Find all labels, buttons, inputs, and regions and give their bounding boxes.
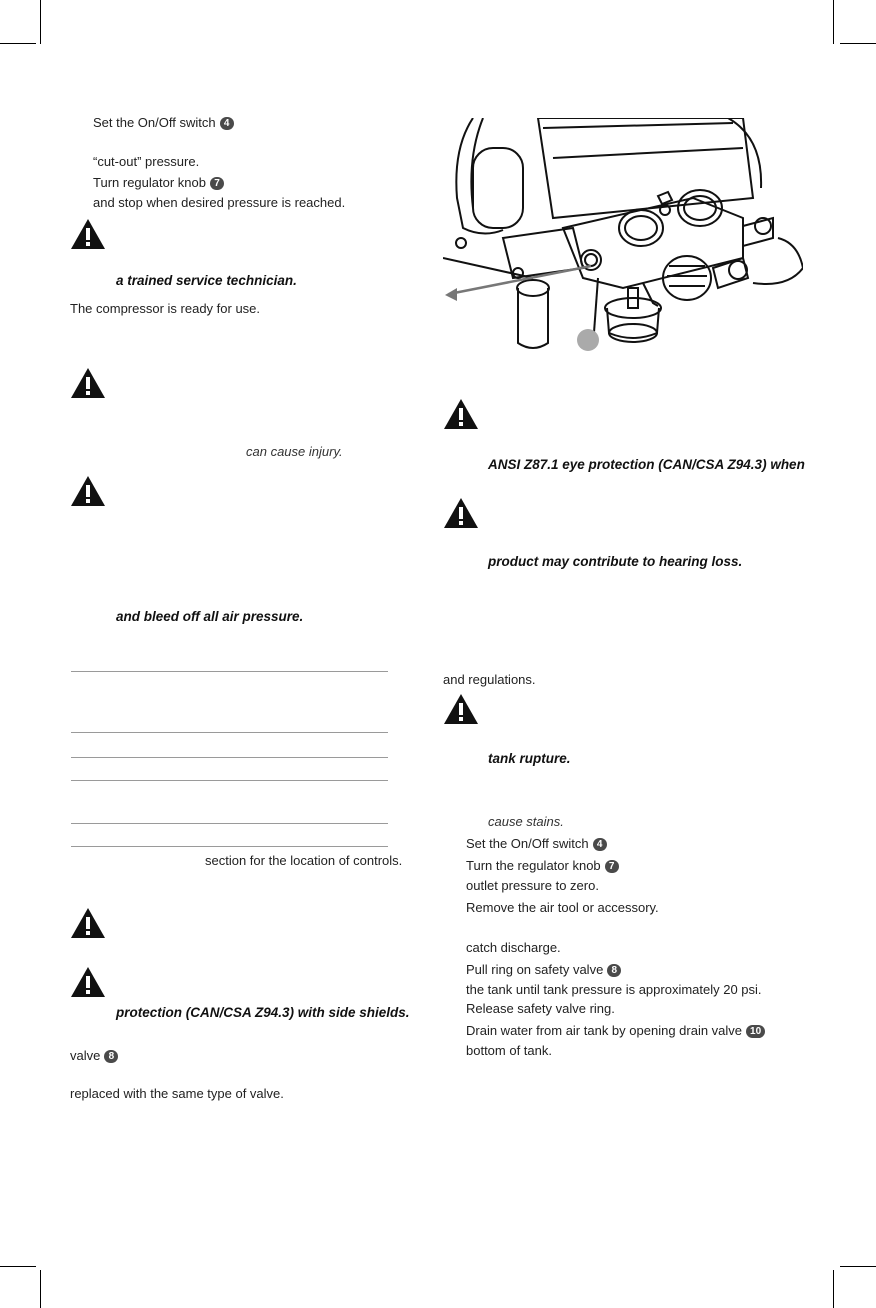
location-of-controls: section for the location of controls. [205, 853, 403, 868]
callout-badge: 8 [104, 1050, 118, 1063]
can-cause-injury: can cause injury. [246, 444, 343, 459]
release-ring: Release safety valve ring. [466, 1001, 615, 1016]
warning-triangle-icon [70, 907, 106, 939]
valve-reference: valve 8 [70, 1048, 118, 1064]
crop-mark [0, 1266, 36, 1267]
tank-20-psi: the tank until tank pressure is approximately 20 psi. [466, 982, 762, 997]
crop-mark [40, 0, 41, 44]
compressor-regulator-illustration [443, 118, 803, 358]
pull-ring: Pull ring on safety valve 8 [466, 962, 621, 978]
bottom-of-tank: bottom of tank. [466, 1043, 552, 1058]
table-rule [71, 846, 388, 847]
drain-water: Drain water from air tank by opening drain valve 10 [466, 1023, 765, 1039]
step-set-switch: Set the On/Off switch 4 [93, 115, 234, 131]
step-set-switch-right: Set the On/Off switch 4 [466, 836, 607, 852]
eye-protection-warning: ANSI Z87.1 eye protection (CAN/CSA Z94.3) when [488, 457, 805, 472]
warning-triangle-icon [443, 497, 479, 529]
service-technician-warning: a trained service technician. [116, 273, 297, 288]
warning-triangle-icon [70, 367, 106, 399]
callout-badge: 10 [746, 1025, 765, 1038]
catch-discharge: catch discharge. [466, 940, 561, 955]
table-rule [71, 757, 388, 758]
side-shields-warning: protection (CAN/CSA Z94.3) with side shields. [116, 1005, 410, 1020]
replaced-same-type: replaced with the same type of valve. [70, 1086, 284, 1101]
ready-for-use: The compressor is ready for use. [70, 301, 261, 316]
table-rule [71, 780, 388, 781]
bleed-off-warning: and bleed off all air pressure. [116, 609, 304, 624]
warning-triangle-icon [70, 218, 106, 250]
crop-mark [833, 1270, 834, 1308]
crop-mark [40, 1270, 41, 1308]
warning-triangle-icon [70, 475, 106, 507]
crop-mark [840, 43, 876, 44]
remove-tool: Remove the air tool or accessory. [466, 900, 659, 915]
stop-pressure: and stop when desired pressure is reached. [93, 195, 346, 210]
step-regulator-right: Turn the regulator knob 7 [466, 858, 619, 874]
table-rule [71, 671, 388, 672]
step-regulator: Turn regulator knob 7 [93, 175, 224, 191]
crop-mark [833, 0, 834, 44]
cut-out-pressure: “cut-out” pressure. [93, 154, 200, 169]
warning-triangle-icon [70, 966, 106, 998]
outlet-pressure-zero: outlet pressure to zero. [466, 878, 599, 893]
table-rule [71, 823, 388, 824]
crop-mark [840, 1266, 876, 1267]
callout-badge: 8 [607, 964, 621, 977]
callout-badge: 7 [210, 177, 224, 190]
callout-badge: 4 [220, 117, 234, 130]
regulations: and regulations. [443, 672, 536, 687]
warning-triangle-icon [443, 398, 479, 430]
table-rule [71, 732, 388, 733]
callout-badge: 4 [593, 838, 607, 851]
crop-mark [0, 43, 36, 44]
tank-rupture-warning: tank rupture. [488, 751, 571, 766]
cause-stains: cause stains. [488, 814, 564, 829]
warning-triangle-icon [443, 693, 479, 725]
callout-badge: 7 [605, 860, 619, 873]
hearing-loss-warning: product may contribute to hearing loss. [488, 554, 743, 569]
